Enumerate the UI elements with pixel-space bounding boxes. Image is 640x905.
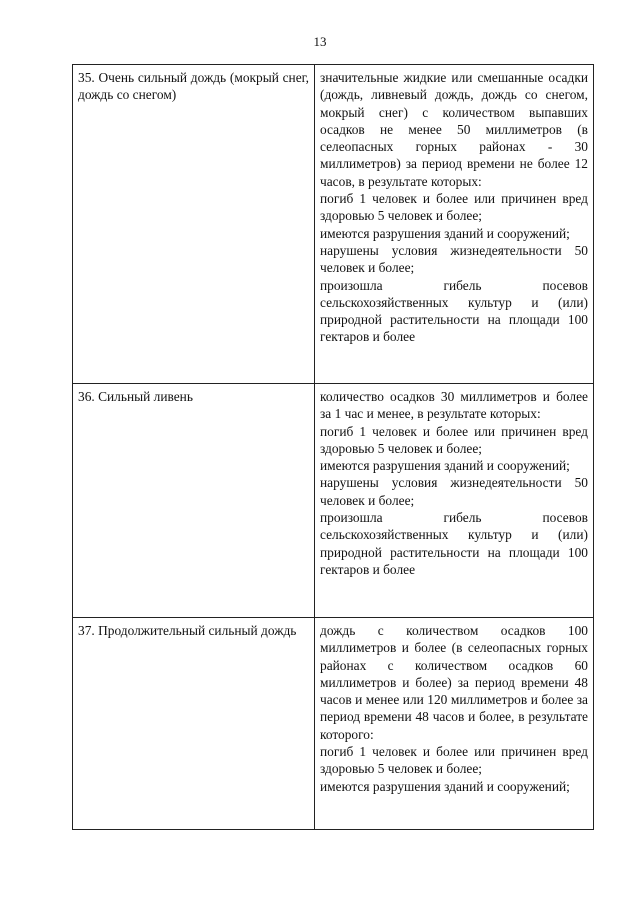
event-name: 36. Сильный ливень xyxy=(78,389,193,404)
criteria-paragraph: нарушены условия жизнедеятельности 50 человек и более; xyxy=(320,242,588,276)
criteria-paragraph: произошла гибель посевов сельскохозяйственных культур и (или) природной растительности на площади 100 гектаров и более xyxy=(320,510,588,577)
event-name: 35. Очень сильный дождь (мокрый снег, дождь со снегом) xyxy=(78,70,309,103)
criteria-paragraph: количество осадков 30 миллиметров и более за 1 час и менее, в результате которых: xyxy=(320,389,588,422)
event-name-cell xyxy=(73,65,315,384)
criteria-paragraph: значительные жидкие или смешанные осадки (дождь, ливневый дождь, дождь со снегом, мокрый снег) с количеством выпавших осадков не менее 50 миллиметров (в селеопасных горных районах - 30 миллиметров) за период времени не более 12 часов, в результате которых: xyxy=(320,70,588,189)
event-name: 37. Продолжительный сильный дождь xyxy=(78,623,297,638)
table-row xyxy=(73,618,594,830)
event-criteria-cell xyxy=(315,618,594,830)
criteria-paragraph: произошла гибель посевов сельскохозяйственных культур и (или) природной растительности на площади 100 гектаров и более xyxy=(320,277,588,345)
criteria-paragraph: погиб 1 человек и более или причинен вред здоровью 5 человек и более; xyxy=(320,423,588,456)
criteria-paragraph: имеются разрушения зданий и сооружений; xyxy=(320,225,570,241)
criteria-paragraph: погиб 1 человек и более или причинен вред здоровью 5 человек и более; xyxy=(320,191,588,224)
event-name-cell xyxy=(73,618,315,830)
criteria-paragraph: имеются разрушения зданий и сооружений; xyxy=(320,458,570,474)
criteria-paragraph: имеются разрушения зданий и сооружений; xyxy=(320,778,570,794)
table-row xyxy=(73,384,594,618)
criteria-paragraph: погиб 1 человек и более или причинен вред здоровью 5 человек и более; xyxy=(320,744,588,777)
criteria-paragraph: нарушены условия жизнедеятельности 50 человек и более; xyxy=(320,475,588,508)
page-number: 13 xyxy=(313,34,327,49)
criteria-paragraph: дождь с количеством осадков 100 миллиметров и более (в селеопасных горных районах с количеством осадков 60 миллиметров и более) за период времени 48 часов и менее или 120 миллиметров и более за период времени 48 часов и более, в результате которого: xyxy=(320,623,588,742)
hazard-criteria-table xyxy=(72,64,594,830)
table-row xyxy=(73,65,594,384)
event-criteria-cell xyxy=(315,384,594,618)
event-criteria-cell xyxy=(315,65,594,384)
event-name-cell xyxy=(73,384,315,618)
